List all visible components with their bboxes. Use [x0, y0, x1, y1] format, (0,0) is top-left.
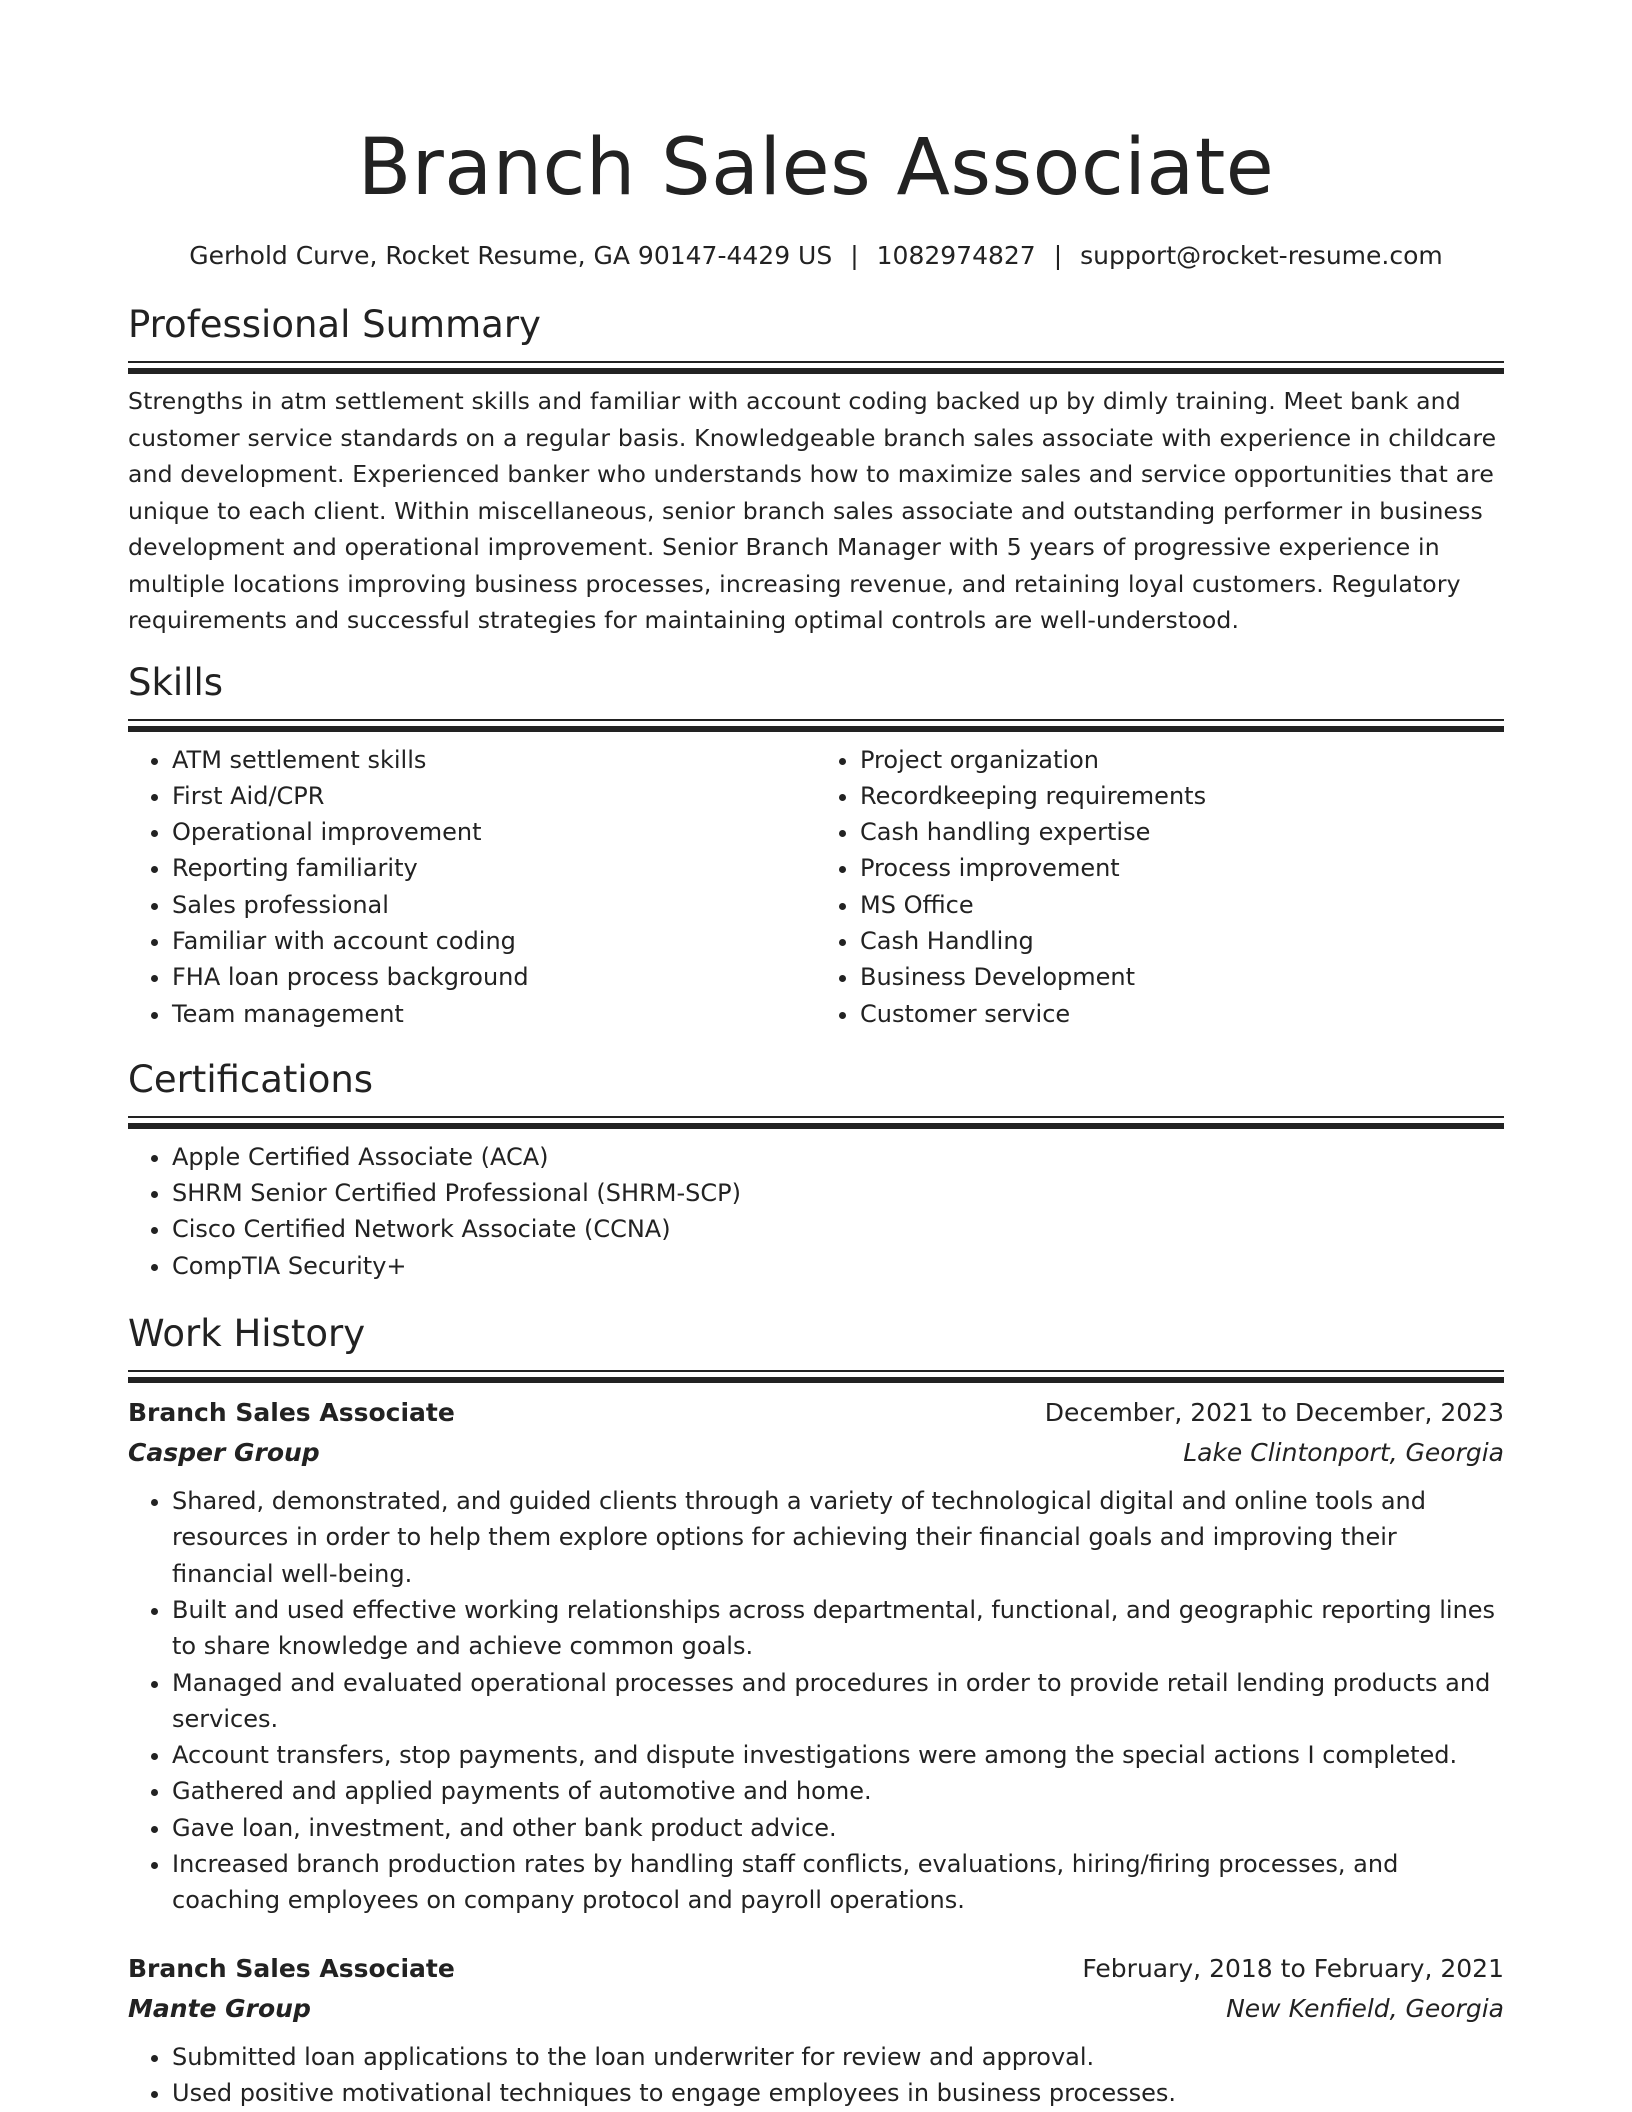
section-title: Certifications	[128, 1057, 374, 1101]
contact-line	[128, 238, 1504, 274]
section-summary	[128, 301, 1504, 639]
skills-grid	[128, 732, 1504, 1032]
section-divider	[128, 361, 1504, 374]
contact-phone: 1082974827	[876, 241, 1036, 270]
section-title: Work History	[128, 1312, 366, 1356]
skill-item: • Recordkeeping requirements	[860, 778, 1504, 814]
summary-text: Strengths in atm settlement skills and familiar with account coding backed up by dimly training. Meet bank and customer service standards on a regular basis. Knowledgeable branch sales associate with experience in childcare and development. Experienced banker who understands how to maximize sales and service opportunities that are unique to each client. Within miscellaneous, senior branch sales associate and outstanding performer in business development and operational improvement. Senior Branch Manager with 5 years of progressive experience in multiple locations improving business processes, increasing revenue, and retaining loyal customers. Regulatory requirements and successful strategies for maintaining optimal controls are well-understood.	[128, 387, 1497, 634]
skill-item: • Process improvement	[860, 850, 1504, 886]
certifications-list	[128, 1139, 1504, 1284]
skill-item: • ATM settlement skills	[172, 742, 816, 778]
skill-item: • First Aid/CPR	[172, 778, 816, 814]
job-duty: • Submitted loan applications to the loan underwriter for review and approval.	[172, 2039, 1504, 2075]
job-location: Lake Clintonport, Georgia	[1183, 1438, 1504, 1468]
job-company: Casper Group	[128, 1438, 320, 1468]
contact-separator: |	[850, 241, 859, 270]
job-dates: February, 2018 to February, 2021	[1082, 1953, 1504, 1983]
section-work-history	[128, 1310, 1504, 2111]
certification-item: • SHRM Senior Certified Professional (SHRM-SCP)	[172, 1175, 1504, 1211]
job-dates: December, 2021 to December, 2023	[1044, 1398, 1504, 1428]
job-duty: • Managed and evaluated operational processes and procedures in order to provide retail lending products and services.	[172, 1665, 1504, 1738]
contact-separator: |	[1053, 241, 1063, 270]
skill-item: • Operational improvement	[172, 814, 816, 850]
skill-item: • Team management	[172, 996, 816, 1032]
job-location: New Kenfield, Georgia	[1226, 1993, 1504, 2023]
job-header	[128, 1393, 1504, 1433]
job-title: Branch Sales Associate	[128, 1398, 455, 1428]
section-certifications	[128, 1056, 1504, 1284]
skill-item: • Reporting familiarity	[172, 850, 816, 886]
skill-item: • Cash handling expertise	[860, 814, 1504, 850]
resume-page	[128, 118, 1504, 2111]
section-divider	[128, 1116, 1504, 1129]
skill-item: • Customer service	[860, 996, 1504, 1032]
skill-item: • Sales professional	[172, 887, 816, 923]
section-skills	[128, 659, 1504, 1032]
job-duty: • Account transfers, stop payments, and dispute investigations were among the special actions I completed.	[172, 1737, 1504, 1773]
skill-item: • MS Office	[860, 887, 1504, 923]
job-duty: • Gave loan, investment, and other bank product advice.	[172, 1810, 1504, 1846]
job-entry	[128, 1949, 1504, 2112]
contact-address: Gerhold Curve, Rocket Resume, GA 90147-4429 US	[189, 241, 833, 270]
skill-item: • Project organization	[860, 742, 1504, 778]
section-title: Skills	[128, 660, 224, 704]
section-divider	[128, 719, 1504, 732]
certification-item: • CompTIA Security+	[172, 1248, 1504, 1284]
job-duty: • Increased branch production rates by handling staff conflicts, evaluations, hiring/firing processes, and coaching employees on company protocol and payroll operations.	[172, 1846, 1504, 1919]
job-duty: • Built and used effective working relationships across departmental, functional, and geographic reporting lines to share knowledge and achieve common goals.	[172, 1592, 1504, 1665]
skills-list-right	[816, 742, 1504, 1032]
job-subheader	[128, 1989, 1504, 2029]
skill-item: • Business Development	[860, 959, 1504, 995]
skill-item: • Familiar with account coding	[172, 923, 816, 959]
job-duty: • Shared, demonstrated, and guided clients through a variety of technological digital and online tools and resources in order to help them explore options for achieving their financial goals and improving their financial well-being.	[172, 1483, 1504, 1592]
job-entry	[128, 1393, 1504, 1919]
job-subheader	[128, 1433, 1504, 1473]
job-duties-list	[128, 1483, 1504, 1919]
job-header	[128, 1949, 1504, 1989]
certification-item: • Apple Certified Associate (ACA)	[172, 1139, 1504, 1175]
resume-name: Branch Sales Associate	[357, 123, 1275, 213]
section-title: Professional Summary	[128, 303, 541, 346]
job-duties-list	[128, 2039, 1504, 2112]
skill-item: • FHA loan process background	[172, 959, 816, 995]
job-company: Mante Group	[128, 1993, 311, 2023]
contact-email: support@rocket-resume.com	[1080, 241, 1443, 270]
job-title: Branch Sales Associate	[128, 1953, 455, 1983]
skill-item: • Cash Handling	[860, 923, 1504, 959]
skills-list-left	[128, 742, 816, 1032]
job-duty: • Used positive motivational techniques to engage employees in business processes.	[172, 2075, 1504, 2111]
section-divider	[128, 1370, 1504, 1383]
certification-item: • Cisco Certified Network Associate (CCNA)	[172, 1211, 1504, 1247]
job-duty: • Gathered and applied payments of automotive and home.	[172, 1773, 1504, 1809]
